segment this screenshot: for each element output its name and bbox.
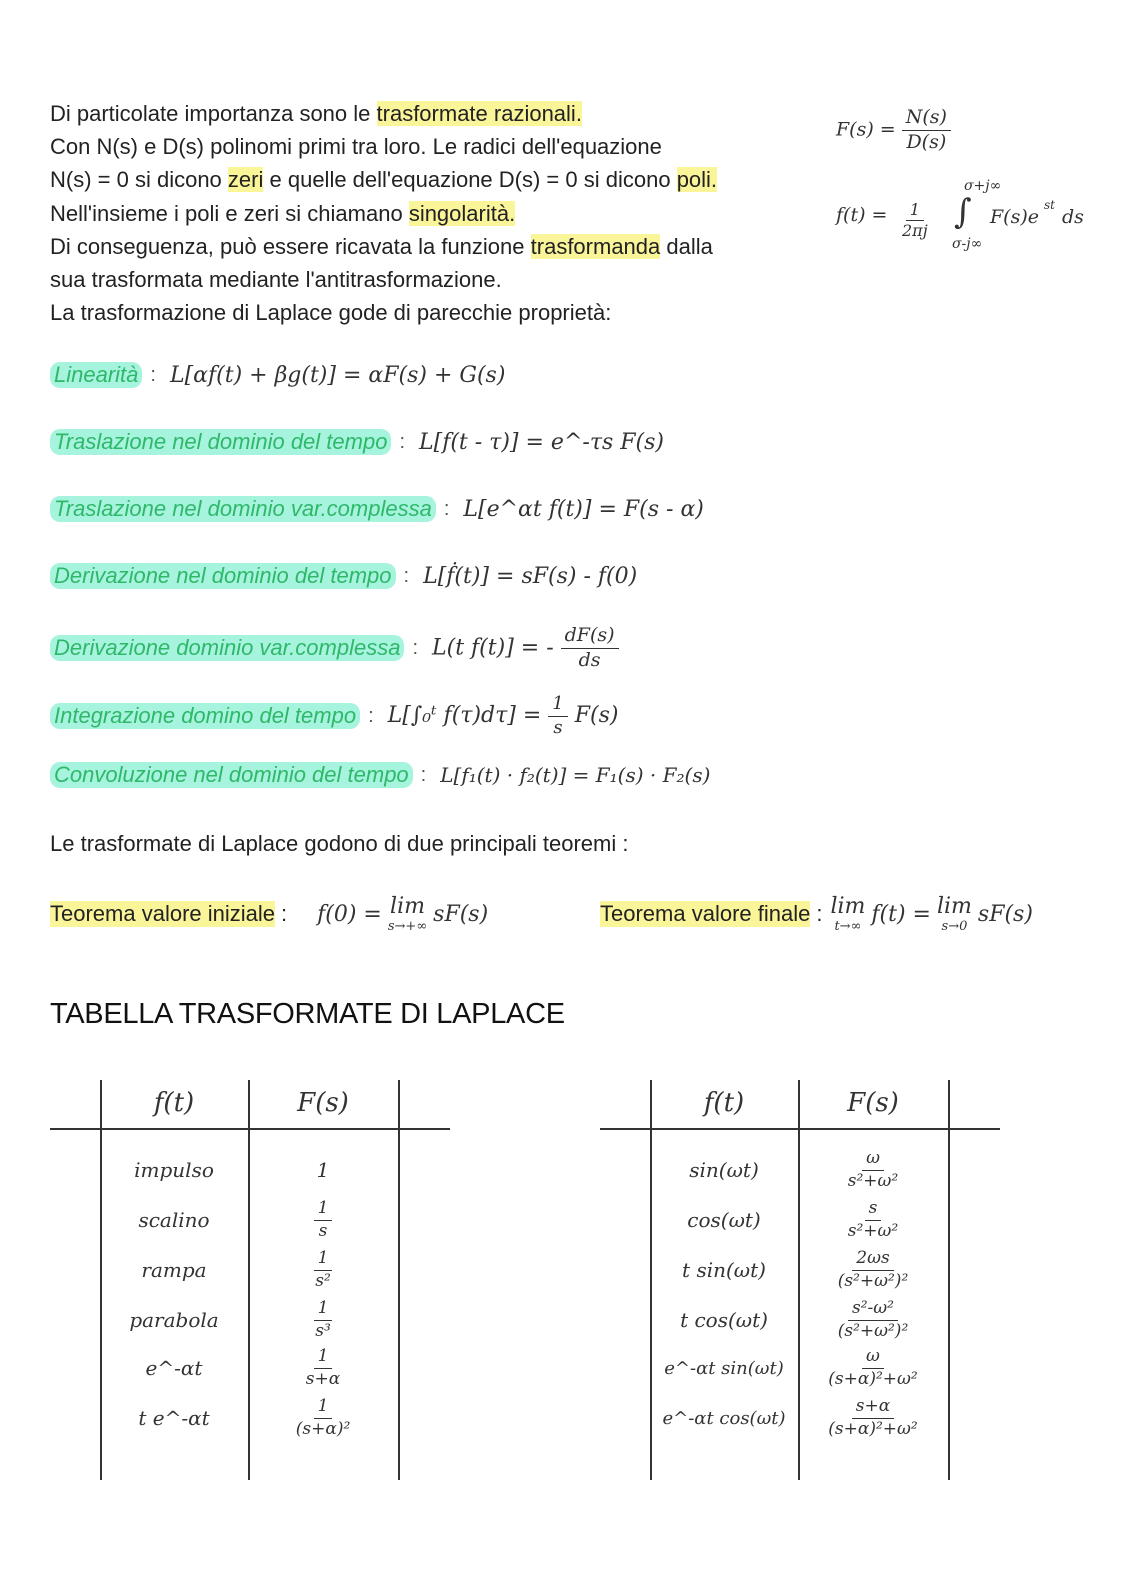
fraction-numerator: 1: [314, 1396, 333, 1418]
fraction-numerator: 1: [548, 693, 567, 717]
table-cell-ft: t cos(ωt): [680, 1308, 768, 1332]
intro-line-1: [50, 97, 830, 130]
limit-subscript: s→+∞: [387, 919, 428, 934]
highlight-singolarita: singolarità.: [408, 200, 516, 226]
formula-rhs: sF(s): [977, 901, 1033, 927]
fraction-numerator: 1: [314, 1198, 333, 1220]
formula-lhs: f(t) =: [836, 204, 888, 226]
property-name: Traslazione nel dominio var.complessa: [50, 496, 436, 522]
property-traslazione-complessa: [50, 496, 704, 522]
table-cell-ft: parabola: [129, 1308, 219, 1332]
fraction: [302, 1346, 344, 1390]
property-derivazione-tempo: [50, 563, 637, 589]
table-cell-ft: cos(ωt): [687, 1208, 761, 1232]
table-cell-fs: [249, 1196, 397, 1244]
theorems-intro: Le trasformate di Laplace godono di due principali teoremi :: [50, 831, 629, 856]
fraction-numerator: 1: [314, 1248, 333, 1270]
integrand: F(s)e: [990, 206, 1040, 228]
intro-paragraph: [50, 97, 830, 329]
colon: :: [403, 564, 410, 587]
property-traslazione-tempo: [50, 429, 664, 455]
table-cell-fs: [799, 1296, 947, 1344]
differential: ds: [1062, 206, 1084, 228]
table-cell-ft: e^-αt cos(ωt): [662, 1407, 786, 1429]
table-header-fs: F(s): [847, 1088, 899, 1118]
intro-line-3: [50, 163, 830, 196]
fraction-denominator: s: [553, 716, 563, 738]
table-cell-ft: e^-αt sin(ωt): [664, 1357, 784, 1379]
table-cell-fs: [799, 1146, 947, 1194]
table-cell-ft: sin(ωt): [689, 1158, 759, 1182]
fraction-denominator: s²+ω²: [847, 1220, 899, 1241]
colon: :: [412, 636, 419, 659]
fraction-numerator: s²-ω²: [848, 1298, 898, 1320]
fraction-denominator: (s+α)²+ω²: [828, 1368, 918, 1389]
fraction: [844, 1148, 902, 1192]
table-header-rule: [600, 1128, 1000, 1130]
fraction: [902, 106, 951, 155]
inverse-laplace-formula: [836, 178, 1096, 258]
fraction-denominator: D(s): [906, 130, 947, 153]
table-heading: TABELLA TRASFORMATE DI LAPLACE: [50, 998, 565, 1030]
colon: :: [150, 363, 156, 386]
table-cell-ft: t e^-αt: [138, 1406, 210, 1430]
table-cell-ft: impulso: [134, 1158, 214, 1182]
table-cell-ft: rampa: [141, 1258, 207, 1282]
fraction-denominator: s²: [315, 1270, 331, 1291]
integral-upper-limit: σ+j∞: [964, 178, 1002, 194]
fraction-denominator: s+α: [305, 1368, 341, 1389]
colon: :: [281, 901, 288, 926]
fraction-denominator: 2πj: [902, 221, 928, 240]
intro-line-4: [50, 197, 830, 230]
theorem-initial-value: [50, 894, 488, 934]
table-cell-fs: [249, 1394, 397, 1442]
table-header-fs: F(s): [297, 1088, 349, 1118]
property-name: Derivazione dominio var.complessa: [50, 635, 404, 661]
fraction: [824, 1346, 921, 1390]
fraction: [548, 693, 567, 739]
intro-text: Nell'insieme i poli e zeri si chiamano: [50, 200, 403, 226]
formula-rhs: sF(s): [433, 901, 489, 927]
fraction-numerator: dF(s): [561, 624, 619, 649]
theorem-final-value: [600, 894, 1033, 934]
table-cell-fs: [249, 1296, 397, 1344]
table-cell-fs: [799, 1344, 947, 1392]
formula-part: L(t f(t)] = -: [432, 635, 554, 661]
formula-lhs: F(s) =: [836, 118, 896, 141]
table-cell-ft: t sin(ωt): [682, 1258, 766, 1282]
table-header-rule: [50, 1128, 450, 1130]
fraction-numerator: s+α: [852, 1396, 894, 1418]
table-header-ft: f(t): [153, 1088, 195, 1118]
table-cell-ft: e^-αt: [145, 1356, 203, 1380]
limit-label: lim: [936, 894, 972, 919]
fraction-numerator: ω: [862, 1346, 884, 1368]
intro-text: dalla: [666, 233, 713, 259]
fraction-denominator: (s+α)²+ω²: [828, 1418, 918, 1439]
fraction: [898, 200, 932, 241]
intro-line-2: Con N(s) e D(s) polinomi primi tra loro. Le radici dell'equazione: [50, 134, 662, 160]
formula-part: F(s): [574, 703, 619, 728]
fraction-numerator: 1: [314, 1346, 333, 1368]
table-divider: [948, 1080, 950, 1480]
fraction-denominator: (s²+ω²)²: [837, 1270, 909, 1291]
fraction-denominator: ds: [578, 648, 601, 671]
fraction: [844, 1198, 902, 1242]
fraction-numerator: s: [865, 1198, 882, 1220]
highlight-poli: poli.: [676, 167, 718, 193]
table-cell-fs: [249, 1344, 397, 1392]
fraction: [314, 1198, 333, 1242]
intro-line-6: sua trasformata mediante l'antitrasformazione.: [50, 267, 502, 293]
limit: [937, 894, 972, 934]
fraction-numerator: 1: [314, 1298, 333, 1320]
table-header-ft: f(t): [703, 1088, 745, 1118]
colon: :: [368, 704, 374, 727]
rational-transform-formula: [836, 106, 951, 155]
fraction-numerator: N(s): [902, 106, 951, 131]
fraction-denominator: s²+ω²: [847, 1170, 899, 1191]
highlight-trasformanda: trasformanda: [530, 233, 661, 259]
highlight-zeri: zeri: [227, 167, 264, 193]
colon: :: [420, 763, 427, 786]
property-formula: L[ḟ(t)] = sF(s) - f(0): [423, 563, 638, 589]
intro-text: Di particolate importanza sono le: [50, 101, 371, 126]
intro-line-5: [50, 230, 830, 263]
intro-line-7: La trasformazione di Laplace gode di parecchie proprietà:: [50, 300, 612, 326]
fraction: [834, 1298, 913, 1342]
intro-text: e quelle dell'equazione D(s) = 0 si dicono: [269, 167, 671, 193]
fraction-numerator: 2ωs: [852, 1248, 893, 1270]
fraction: [292, 1396, 355, 1440]
fraction: [311, 1248, 335, 1292]
integral-sign: ∫: [954, 192, 972, 232]
colon: :: [443, 497, 450, 520]
fraction: [834, 1248, 913, 1292]
table-cell-ft: scalino: [138, 1208, 210, 1232]
formula-part: L[∫₀ᵗ f(τ)dτ] =: [387, 703, 542, 728]
fraction-denominator: s³: [315, 1320, 331, 1341]
fraction: [311, 1298, 335, 1342]
integral-lower-limit: σ-j∞: [952, 236, 983, 252]
table-divider: [398, 1080, 400, 1480]
colon: :: [399, 430, 405, 453]
fraction-denominator: (s+α)²: [295, 1418, 351, 1439]
colon: :: [816, 901, 823, 926]
fraction-numerator: ω: [862, 1148, 884, 1170]
formula-lhs: f(0) =: [317, 901, 382, 927]
limit: [830, 894, 865, 934]
limit-label: lim: [390, 894, 425, 919]
highlight-trasformate-razionali: trasformate razionali.: [376, 101, 582, 126]
intro-text: Di conseguenza, può essere ricavata la funzione: [50, 233, 525, 259]
property-integrazione-tempo: [50, 693, 618, 739]
fraction-denominator: (s²+ω²)²: [837, 1320, 909, 1341]
table-cell-fs: [799, 1196, 947, 1244]
fraction: [561, 624, 619, 673]
property-formula: L[αf(t) + βg(t)] = αF(s) + G(s): [169, 362, 506, 388]
table-cell-fs: [799, 1394, 947, 1442]
intro-text: N(s) = 0 si dicono: [50, 167, 222, 193]
theorem-name: Teorema valore finale: [600, 901, 811, 926]
table-cell-fs: [799, 1246, 947, 1294]
property-formula: L[e^αt f(t)] = F(s - α): [463, 496, 704, 522]
property-name: Convoluzione nel dominio del tempo: [50, 762, 413, 788]
property-convoluzione-tempo: [50, 762, 710, 788]
property-formula: [432, 624, 619, 673]
property-name: Integrazione domino del tempo: [50, 703, 360, 729]
laplace-table-left: [50, 1080, 450, 1480]
property-name: Traslazione nel dominio del tempo: [50, 429, 391, 455]
theorem-name: Teorema valore iniziale: [50, 901, 275, 926]
fraction-numerator: 1: [906, 200, 924, 221]
property-name: Derivazione nel dominio del tempo: [50, 563, 396, 589]
property-formula: L[f(t - τ)] = e^-τs F(s): [419, 429, 664, 455]
limit-subscript: s→0: [941, 919, 968, 934]
property-formula: [388, 693, 619, 739]
limit-label: lim: [830, 894, 866, 919]
property-formula: L[f₁(t) · f₂(t)] = F₁(s) · F₂(s): [440, 763, 711, 787]
table-cell-fs: 1: [316, 1158, 330, 1182]
exponent: st: [1044, 198, 1055, 212]
limit: [388, 894, 427, 934]
limit-subscript: t→∞: [834, 919, 862, 934]
fraction-denominator: s: [318, 1220, 328, 1241]
laplace-table-right: [600, 1080, 1000, 1480]
property-derivazione-complessa: [50, 624, 619, 673]
property-name: Linearità: [50, 362, 142, 388]
formula-mid: f(t) =: [871, 901, 931, 927]
property-linearita: [50, 362, 505, 388]
table-cell-fs: [249, 1246, 397, 1294]
fraction: [824, 1396, 921, 1440]
